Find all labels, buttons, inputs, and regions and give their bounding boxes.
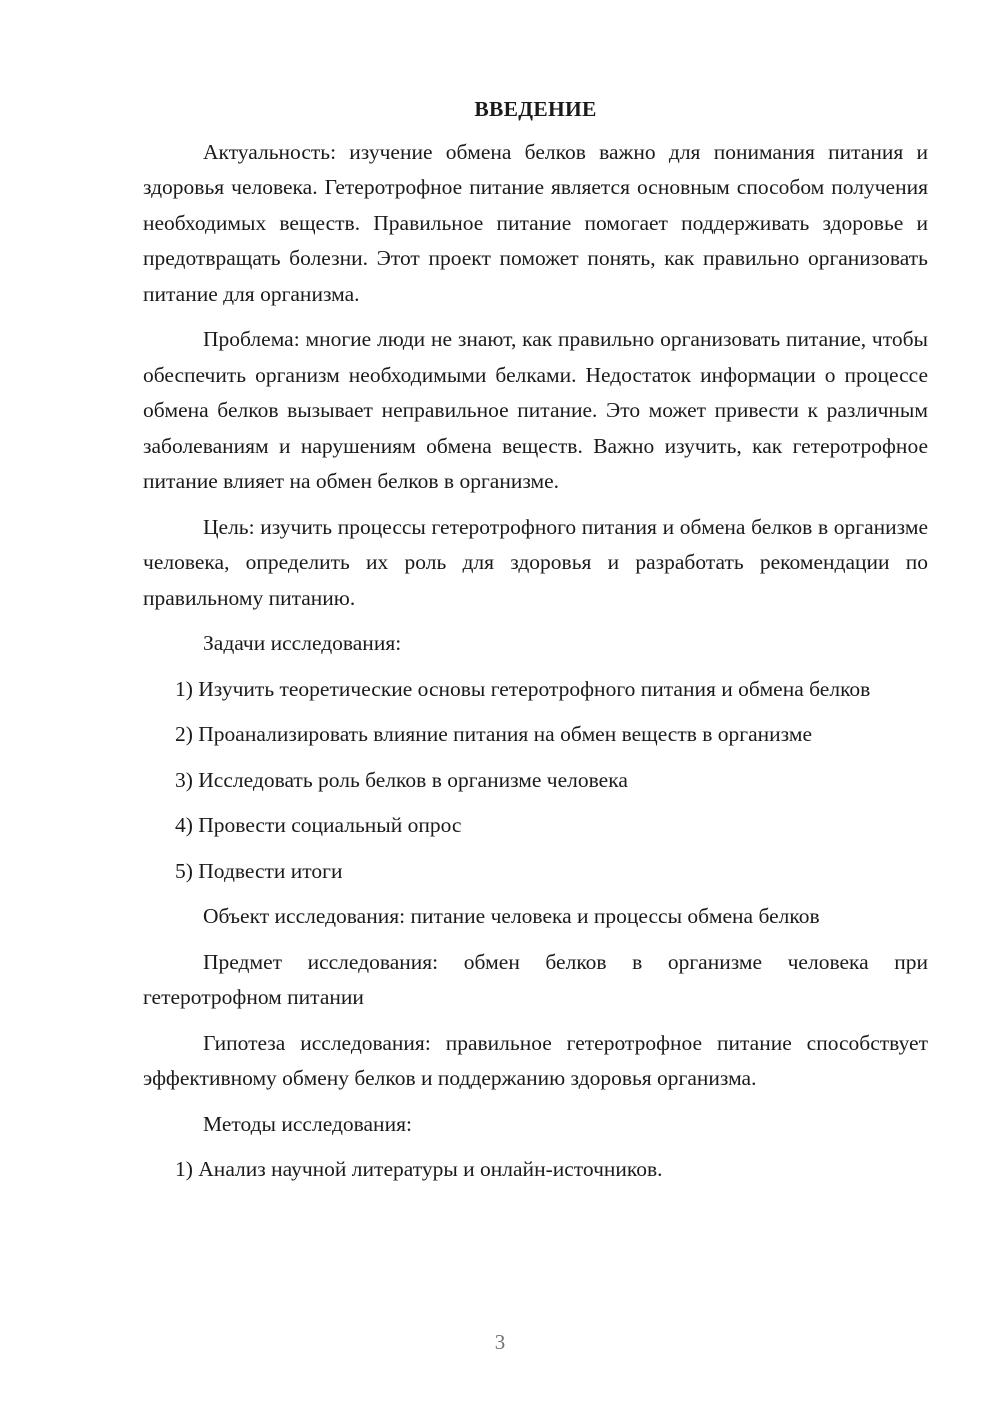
object-line: Объект исследования: питание человека и процессы обмена белков [203, 904, 820, 928]
section-heading: ВВЕДЕНИЕ [474, 97, 597, 121]
task-item-4: 4) Провести социальный опрос [175, 813, 462, 837]
relevance-paragraph: Актуальность: изучение обмена белков важно для понимания питания и здоровья человека. Гетеротрофное питание является основным способом получения необходимых веществ. Правильное питание помогает поддерживать здоровье и предотвращать болезни. Этот проект поможет понять, как правильно организовать питание для организма. [143, 139, 928, 306]
methods-title: Методы исследования: [203, 1111, 412, 1136]
subject-paragraph: Предмет исследования: обмен белков в организме человека при гетеротрофном питании [143, 949, 928, 1009]
page-number: 3 [494, 1330, 506, 1354]
task-item-1: 1) Изучить теоретические основы гетеротрофного питания и обмена белков [175, 676, 871, 701]
tasks-title: Задачи исследования: [203, 631, 402, 655]
task-item-2: 2) Проанализировать влияние питания на обмен веществ в организме [175, 722, 813, 746]
problem-paragraph: Проблема: многие люди не знают, как правильно организовать питание, чтобы обеспечить организм необходимыми белками. Недостаток информации о процессе обмена белков вызывает неправильное питание. Это может привести к различным заболеваниям и нарушениям обмена веществ. Важно изучить, как гетеротрофное питание влияет на обмен белков в организме. [143, 327, 928, 493]
hypothesis-paragraph: Гипотеза исследования: правильное гетеротрофное питание способствует эффективному обмену белков и поддержанию здоровья организма. [143, 1030, 928, 1090]
task-item-5: 5) Подвести итоги [175, 858, 343, 883]
method-item-1: 1) Анализ научной литературы и онлайн-источников. [175, 1157, 663, 1181]
goal-paragraph: Цель: изучить процессы гетеротрофного питания и обмена белков в организме человека, определить их роль для здоровья и разработать рекомендации по правильному питанию. [143, 514, 928, 610]
task-item-3: 3) Исследовать роль белков в организме человека [175, 767, 628, 792]
document-page [143, 92, 928, 1198]
